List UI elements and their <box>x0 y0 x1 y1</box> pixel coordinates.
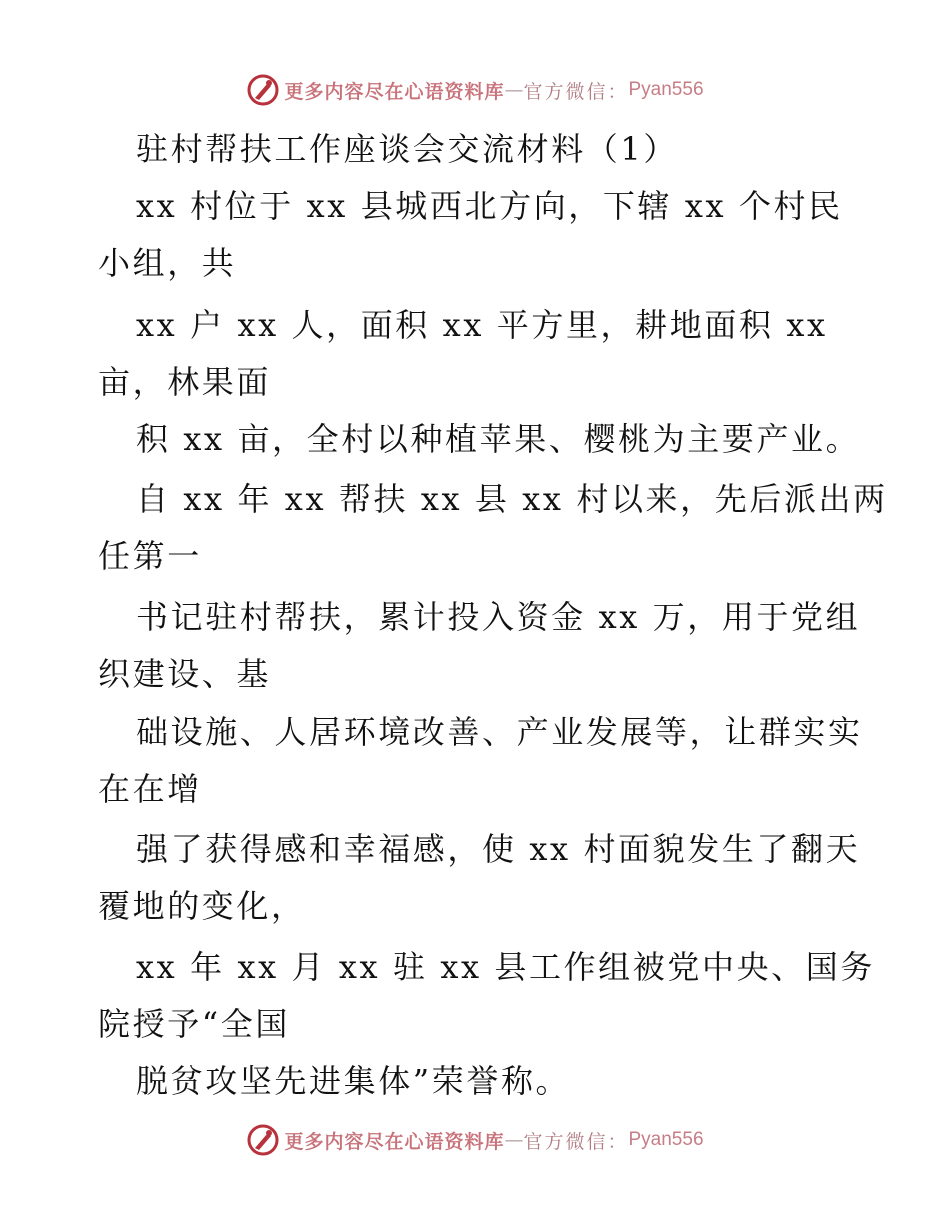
paragraph-line: 织建设、基 <box>98 655 272 693</box>
paragraph-line: 自 xx 年 xx 帮扶 xx 县 xx 村以来，先后派出两 <box>136 480 888 518</box>
footer-watermark-banner <box>0 1120 950 1160</box>
header-watermark-banner <box>0 70 950 110</box>
document-title: 驻村帮扶工作座谈会交流材料（1） <box>136 130 678 168</box>
banner-separator: — <box>504 1129 524 1151</box>
paragraph-line: 在在增 <box>98 770 202 808</box>
pen-logo-icon <box>246 73 280 107</box>
banner-brand: 更多内容尽在心语资料库 <box>284 80 505 103</box>
banner-label: 官方微信： <box>523 1130 629 1153</box>
paragraph-line: 脱贫攻坚先进集体”荣誉称。 <box>136 1062 571 1100</box>
paragraph-line: 覆地的变化， <box>98 887 306 925</box>
paragraph-line: 书记驻村帮扶，累计投入资金 xx 万，用于党组 <box>136 598 861 636</box>
paragraph-line: 小组，共 <box>98 244 237 282</box>
pen-logo-icon <box>246 1123 280 1157</box>
paragraph-line: 院授予“全国 <box>98 1005 290 1043</box>
paragraph-line: 积 xx 亩，全村以种植苹果、樱桃为主要产业。 <box>136 420 861 458</box>
banner-separator: — <box>504 79 524 101</box>
banner-account: Pyan556 <box>628 1129 704 1150</box>
paragraph-line: 任第一 <box>98 537 202 575</box>
paragraph-line: 亩，林果面 <box>98 363 272 401</box>
banner-label: 官方微信： <box>523 80 629 103</box>
paragraph-line: xx 年 xx 月 xx 驻 xx 县工作组被党中央、国务 <box>136 948 875 986</box>
paragraph-line: 础设施、人居环境改善、产业发展等，让群实实 <box>136 713 863 751</box>
banner-account: Pyan556 <box>628 79 704 100</box>
paragraph-line: 强了获得感和幸福感，使 xx 村面貌发生了翻天 <box>136 830 861 868</box>
paragraph-line: xx 村位于 xx 县城西北方向，下辖 xx 个村民 <box>136 187 843 225</box>
paragraph-line: xx 户 xx 人，面积 xx 平方里，耕地面积 xx <box>136 306 828 344</box>
banner-brand: 更多内容尽在心语资料库 <box>284 1130 505 1153</box>
